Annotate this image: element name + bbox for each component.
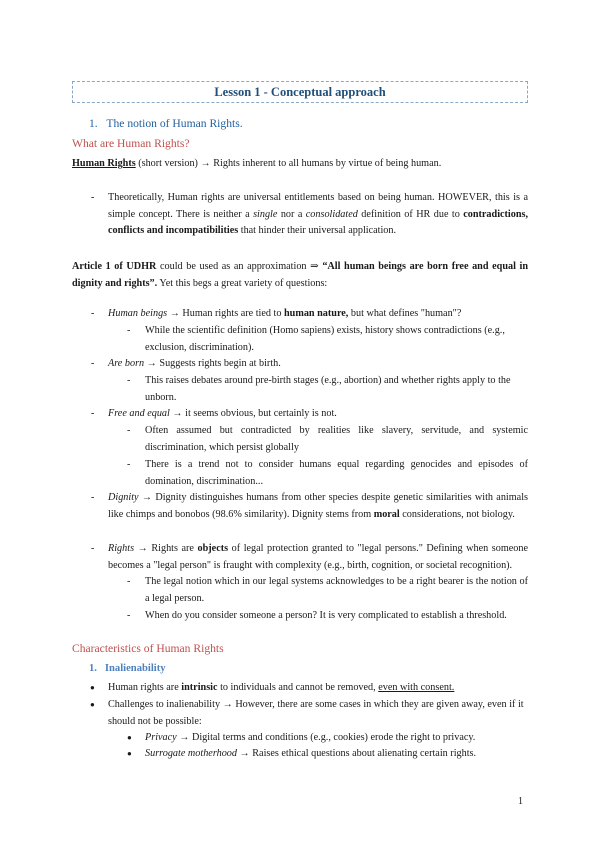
p1-text-c: definition of HR due to: [361, 208, 460, 220]
p1-single: single: [253, 208, 278, 220]
item-free-and-equal: [108, 406, 528, 423]
bullet-bold: intrinsic: [181, 682, 218, 693]
definition-paren: (short version): [138, 158, 198, 169]
subheading-number: 1.: [89, 663, 97, 674]
bullet-privacy: [145, 730, 528, 747]
dash-marker: -: [91, 358, 95, 369]
bullet-intrinsic: [108, 680, 528, 697]
paragraph-theoretical: [108, 190, 528, 240]
dash-marker: -: [127, 459, 131, 470]
subheading-what-are-hr: What are Human Rights?: [72, 137, 190, 150]
paragraph-article1: [72, 259, 528, 292]
dash-marker: -: [127, 576, 131, 587]
item-are-born: [108, 356, 528, 373]
section-heading-notion: [89, 117, 243, 131]
dash-marker: -: [127, 425, 131, 436]
dash-marker: -: [127, 610, 131, 621]
subheading-inalienability: [89, 662, 166, 676]
dash-marker: -: [91, 543, 95, 554]
item-term: Dignity: [108, 492, 139, 503]
item-term: Human beings: [108, 308, 168, 319]
dash-marker: -: [127, 375, 131, 386]
definition-term: Human Rights: [72, 158, 136, 169]
item-text: → Suggests rights begin at birth.: [146, 358, 281, 369]
dash-marker: -: [91, 492, 95, 503]
bullet-text: → Raises ethical questions about alienating certain rights.: [239, 748, 477, 759]
lesson-title: Lesson 1 - Conceptual approach: [72, 81, 528, 103]
p1-text-d: that hinder their universal application.: [240, 225, 397, 236]
item-bold: human nature,: [284, 308, 349, 319]
dash-marker: -: [91, 308, 95, 319]
subheading-text: Inalienability: [104, 663, 166, 674]
bullet-underlined: even with consent.: [378, 682, 455, 693]
article-mid: could be used as an approximation: [160, 261, 307, 272]
item-rights: [108, 541, 528, 574]
definition-line: [72, 156, 528, 173]
item-text-a: → Dignity distinguishes humans from other species despite genetic similarities with animals like chimps and bonobos (98.6% similarity). Dignity stems from: [108, 492, 528, 520]
subitem-rights-1: The legal notion which in our legal systems acknowledges to be a right bearer is the notion of a legal person.: [145, 576, 528, 604]
p1-text-b: nor a: [280, 208, 303, 220]
p1-text-a: Theoretically, Human rights are universal entitlements based on being human. HOWEVER, this is a simple concept. There is neither a: [108, 192, 528, 220]
article-quote: “All human beings are born free and equal in dignity and rights”.: [72, 261, 529, 289]
definition-rest: → Rights inherent to all humans by virtue of being human.: [200, 158, 442, 169]
article-ref: Article 1 of UDHR: [72, 261, 157, 272]
article-rest: Yet this begs a great variety of questions:: [159, 277, 328, 289]
bullet-marker: ●: [90, 700, 95, 709]
item-bold: moral: [373, 508, 400, 520]
subitem-free-2: There is a trend not to consider humans equal regarding genocides and episodes of domination, discrimination...: [145, 459, 528, 487]
item-dignity: [108, 490, 528, 523]
section-heading-characteristics: Characteristics of Human Rights: [72, 642, 224, 655]
item-human-beings: [108, 306, 528, 323]
item-term: Free and equal: [108, 408, 170, 419]
dash-marker: -: [127, 325, 131, 336]
item-text-b: considerations, not biology.: [402, 508, 515, 520]
bullet-challenges: Challenges to inalienability → However, there are some cases in which they are given away, even if it should not be possible:: [108, 699, 524, 727]
item-text-b: of legal protection granted to "legal persons." Defining when someone becomes a "legal person" is fraught with complexity (e.g., birth, cognition, or societal recognition).: [108, 543, 529, 571]
p1-consolidated: consolidated: [305, 208, 358, 220]
item-bold: objects: [197, 543, 229, 554]
item-text-a: → Rights are: [137, 543, 194, 554]
bullet-marker: ●: [127, 749, 132, 758]
subitem-rights-2: When do you consider someone a person? It is very complicated to establish a threshold.: [145, 610, 507, 621]
section-number: 1.: [89, 117, 98, 130]
bullet-text-a: Human rights are: [108, 682, 179, 693]
bullet-surrogate: [145, 746, 528, 763]
item-term: Rights: [108, 543, 135, 554]
bullet-term: Surrogate motherhood: [145, 748, 237, 759]
section-heading-text: The notion of Human Rights.: [106, 117, 243, 130]
page-number: 1: [518, 796, 523, 807]
implies-arrow: ⇒: [310, 261, 319, 272]
subitem-are-born: This raises debates around pre-birth stages (e.g., abortion) and whether rights apply to the unborn.: [145, 375, 511, 403]
p1-bold: contradictions, conflicts and incompatibilities: [108, 208, 529, 236]
dash-marker: -: [91, 192, 95, 203]
item-text-b: but what defines "human"?: [350, 308, 462, 319]
item-text: → it seems obvious, but certainly is not.: [172, 408, 337, 419]
bullet-marker: ●: [90, 683, 95, 692]
item-term: Are born: [108, 358, 145, 369]
bullet-text: → Digital terms and conditions (e.g., cookies) erode the right to privacy.: [179, 732, 476, 743]
bullet-term: Privacy: [145, 732, 177, 743]
item-text-a: → Human rights are tied to: [169, 308, 282, 319]
subitem-free-1: Often assumed but contradicted by realities like slavery, servitude, and systemic discrimination, which persist globally: [145, 425, 528, 453]
subitem-human-beings: While the scientific definition (Homo sapiens) exists, history shows contradictions (e.g., exclusion, discrimination).: [145, 325, 505, 353]
bullet-marker: ●: [127, 733, 132, 742]
dash-marker: -: [91, 408, 95, 419]
bullet-text-b: to individuals and cannot be removed,: [220, 682, 376, 693]
